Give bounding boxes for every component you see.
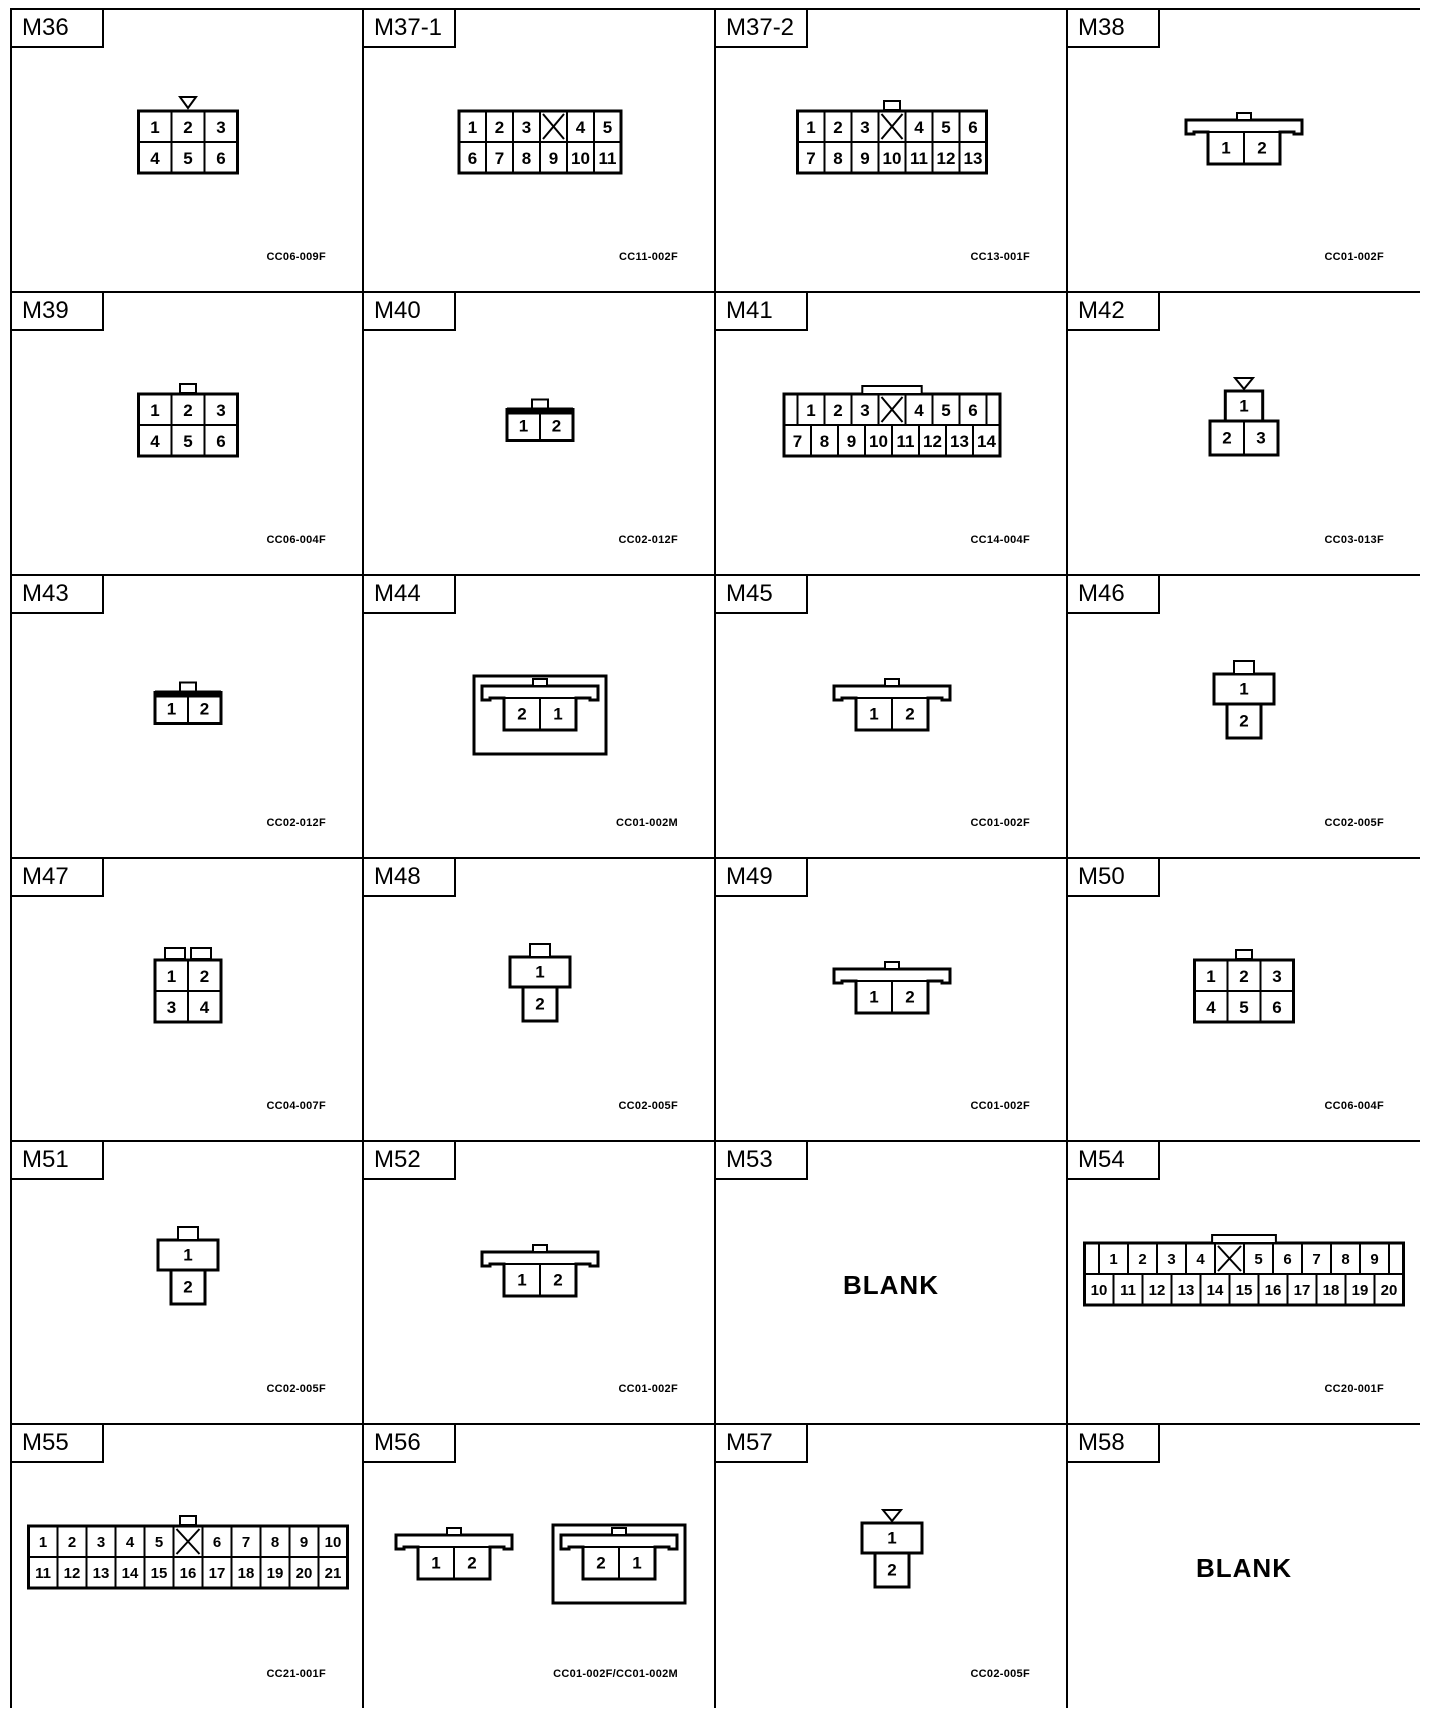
- pin-number: 14: [121, 1565, 139, 1582]
- pin-number: 1: [38, 1534, 48, 1551]
- connector-id-label: M40: [364, 293, 456, 331]
- lock-tab: [447, 1528, 461, 1535]
- connector-id-label: M42: [1068, 293, 1160, 331]
- blank-label: BLANK: [1196, 1553, 1292, 1583]
- connector-cell: [12, 1425, 364, 1708]
- pin-number: 9: [846, 432, 857, 451]
- pin-number: 14: [1206, 1282, 1224, 1299]
- pin-number: 9: [860, 149, 870, 168]
- connector-cell: [12, 1142, 364, 1425]
- pin-number: 5: [183, 432, 193, 451]
- pin-number: 2: [183, 1277, 193, 1297]
- pin-number: 12: [923, 432, 942, 451]
- pin-number: 10: [869, 432, 888, 451]
- lock-tab: [530, 944, 550, 957]
- lock-tab: [532, 400, 548, 409]
- pin-number: 1: [632, 1553, 642, 1573]
- lock-tab: [533, 679, 547, 686]
- pin-number: 17: [1293, 1282, 1311, 1299]
- pin-number: 2: [551, 416, 562, 436]
- blank-label: BLANK: [843, 1270, 939, 1300]
- lock-tab: [1236, 950, 1252, 959]
- connector-id-label: M51: [12, 1142, 104, 1180]
- pin-number: 2: [183, 118, 193, 137]
- pin-number: 2: [1222, 428, 1232, 448]
- pin-number: 2: [833, 401, 843, 420]
- pin-number: 2: [67, 1534, 77, 1551]
- connector-cell: [716, 1425, 1068, 1708]
- connector-cell: [364, 1425, 716, 1708]
- connector-id-label: M37-2: [716, 10, 808, 48]
- connector-cell: [364, 859, 716, 1142]
- pin-number: 10: [882, 149, 902, 168]
- pin-number: 1: [518, 416, 529, 436]
- pin-number: 4: [150, 432, 160, 451]
- pin-number: 2: [467, 1553, 477, 1573]
- pin-number: 2: [1138, 1251, 1147, 1268]
- pin-number: 3: [96, 1534, 106, 1551]
- key-triangle-icon: [883, 1510, 901, 1521]
- pin-number: 21: [324, 1565, 342, 1582]
- connector-cell: [12, 10, 364, 293]
- connector-part-code: CC03-013F: [1324, 534, 1384, 546]
- connector-cell: [1068, 576, 1420, 859]
- connector-part-code: CC01-002F: [1324, 251, 1384, 263]
- lock-tab: [1234, 661, 1254, 674]
- pin-number: 13: [92, 1565, 110, 1582]
- connector-part-code: CC11-002F: [619, 251, 678, 263]
- pin-number: 3: [1167, 1251, 1176, 1268]
- pin-number: 5: [1254, 1251, 1263, 1268]
- pin-number: 3: [216, 401, 226, 420]
- pin-number: 19: [1351, 1282, 1369, 1299]
- lock-tab: [885, 962, 899, 969]
- pin-number: 5: [941, 118, 951, 137]
- connector-part-code: CC01-002F: [618, 1383, 678, 1395]
- lock-tab: [165, 948, 185, 959]
- lock-tab: [178, 1227, 198, 1240]
- connector-part-code: CC01-002F: [970, 1100, 1030, 1112]
- connector-id-label: M48: [364, 859, 456, 897]
- pin-number: 4: [914, 118, 924, 137]
- pin-number: 2: [905, 987, 915, 1007]
- pin-number: 13: [963, 149, 983, 168]
- pin-number: 18: [237, 1565, 255, 1582]
- pin-number: 2: [494, 118, 505, 137]
- connector-part-code: CC20-001F: [1324, 1383, 1384, 1395]
- connector-part-code: CC02-005F: [1324, 817, 1384, 829]
- pin-number: 5: [941, 401, 951, 420]
- lock-tab: [180, 1516, 196, 1525]
- pin-number: 8: [819, 432, 830, 451]
- connector-part-code: CC06-004F: [1324, 1100, 1384, 1112]
- connector-id-label: M53: [716, 1142, 808, 1180]
- pin-number: 3: [860, 401, 870, 420]
- pin-number: 1: [1239, 679, 1249, 699]
- pin-number: 13: [950, 432, 969, 451]
- pin-number: 2: [596, 1553, 606, 1573]
- connector-id-label: M43: [12, 576, 104, 614]
- pin-number: 11: [598, 149, 617, 168]
- lock-tab: [1237, 113, 1251, 120]
- pin-number: 2: [535, 994, 545, 1014]
- pin-number: 9: [299, 1534, 309, 1551]
- connector-cell: [12, 859, 364, 1142]
- pin-number: 10: [324, 1534, 342, 1551]
- connector-cell: [364, 293, 716, 576]
- pin-number: 9: [1370, 1251, 1379, 1268]
- connector-part-code: CC14-004F: [970, 534, 1030, 546]
- pin-number: 4: [914, 401, 924, 420]
- connector-part-code: CC02-012F: [266, 817, 326, 829]
- pin-number: 18: [1322, 1282, 1340, 1299]
- pin-number: 5: [183, 149, 193, 168]
- pin-number: 2: [199, 699, 210, 719]
- pin-number: 4: [199, 998, 210, 1017]
- connector-id-label: M54: [1068, 1142, 1160, 1180]
- connector-id-label: M49: [716, 859, 808, 897]
- pin-number: 1: [869, 987, 879, 1007]
- lock-tab: [533, 1245, 547, 1252]
- connector-face-drawing: [12, 1425, 364, 1708]
- connector-id-label: M45: [716, 576, 808, 614]
- pin-number: 2: [905, 704, 915, 724]
- pin-number: 14: [977, 432, 996, 451]
- connector-part-code: CC06-004F: [266, 534, 326, 546]
- pin-number: 8: [833, 149, 843, 168]
- lock-tab: [884, 101, 900, 110]
- lock-tab: [180, 384, 196, 393]
- connector-cell: [1068, 1142, 1420, 1425]
- lock-tab: [180, 683, 196, 692]
- pin-number: 9: [548, 149, 559, 168]
- pin-number: 16: [1264, 1282, 1282, 1299]
- connector-cell: [12, 576, 364, 859]
- key-triangle-icon: [1235, 378, 1253, 389]
- connector-id-label: M47: [12, 859, 104, 897]
- pin-number: 2: [887, 1560, 897, 1580]
- pin-number: 12: [63, 1565, 81, 1582]
- connector-id-label: M38: [1068, 10, 1160, 48]
- pin-number: 6: [216, 149, 226, 168]
- pin-number: 1: [517, 1270, 527, 1290]
- pin-number: 2: [199, 967, 210, 986]
- pin-number: 7: [806, 149, 816, 168]
- connector-id-label: M41: [716, 293, 808, 331]
- pin-number: 4: [150, 149, 160, 168]
- pin-number: 6: [1283, 1251, 1292, 1268]
- pin-number: 7: [494, 149, 505, 168]
- pin-number: 1: [467, 118, 478, 137]
- connector-cell: [716, 10, 1068, 293]
- connector-part-code: CC21-001F: [266, 1668, 326, 1680]
- connector-part-code: CC02-005F: [266, 1383, 326, 1395]
- pin-number: 11: [1120, 1282, 1136, 1299]
- connector-cell: [1068, 1425, 1420, 1708]
- connector-face-drawing: [716, 1425, 1068, 1708]
- connector-cell: [716, 293, 1068, 576]
- pin-number: 1: [150, 401, 160, 420]
- pin-number: 3: [860, 118, 870, 137]
- pin-number: 15: [150, 1565, 168, 1582]
- pin-number: 17: [208, 1565, 226, 1582]
- pin-number: 6: [968, 118, 978, 137]
- pin-number: 15: [1235, 1282, 1253, 1299]
- lock-tab: [1212, 1235, 1276, 1243]
- pin-number: 11: [896, 432, 915, 451]
- pin-number: 7: [241, 1534, 251, 1551]
- pin-number: 2: [833, 118, 843, 137]
- connector-id-label: M57: [716, 1425, 808, 1463]
- pin-number: 6: [216, 432, 226, 451]
- pin-number: 7: [792, 432, 803, 451]
- pin-number: 1: [535, 962, 545, 982]
- connector-part-code: CC06-009F: [266, 251, 326, 263]
- pin-number: 13: [1177, 1282, 1195, 1299]
- connector-cell: [12, 293, 364, 576]
- connector-part-code: CC02-005F: [618, 1100, 678, 1112]
- connector-cell: [364, 576, 716, 859]
- pin-number: 6: [212, 1534, 222, 1551]
- pin-number: 6: [467, 149, 478, 168]
- pin-number: 4: [1196, 1251, 1205, 1268]
- pin-number: 2: [553, 1270, 563, 1290]
- pin-number: 2: [517, 704, 527, 724]
- connector-cell: [1068, 10, 1420, 293]
- pin-number: 1: [553, 704, 563, 724]
- lock-tab: [191, 948, 211, 959]
- connector-id-label: M37-1: [364, 10, 456, 48]
- connector-part-code: CC01-002M: [615, 817, 678, 829]
- pin-number: 20: [295, 1565, 313, 1582]
- connector-part-code: CC13-001F: [970, 251, 1030, 263]
- pin-number: 11: [35, 1565, 51, 1582]
- pin-number: 1: [1239, 396, 1249, 416]
- pin-number: 2: [1257, 138, 1267, 158]
- pin-number: 2: [1239, 967, 1249, 986]
- pin-number: 1: [806, 118, 816, 137]
- pin-number: 1: [183, 1245, 193, 1265]
- pin-number: 3: [1256, 428, 1266, 448]
- pin-number: 4: [1206, 998, 1216, 1017]
- pin-number: 10: [1090, 1282, 1108, 1299]
- pin-number: 2: [1239, 711, 1249, 731]
- pin-number: 4: [125, 1534, 135, 1551]
- pin-number: 5: [1239, 998, 1249, 1017]
- pin-number: 6: [968, 401, 978, 420]
- pin-number: 12: [936, 149, 956, 168]
- connector-id-label: M46: [1068, 576, 1160, 614]
- connector-face-drawing: [364, 1425, 716, 1708]
- pin-number: 1: [806, 401, 816, 420]
- pin-number: 1: [1206, 967, 1216, 986]
- connector-part-code: CC04-007F: [266, 1100, 326, 1112]
- key-triangle-icon: [180, 97, 196, 108]
- connector-cell: [716, 1142, 1068, 1425]
- pin-number: 12: [1148, 1282, 1166, 1299]
- pin-number: 8: [521, 149, 532, 168]
- pin-number: 1: [431, 1553, 441, 1573]
- pin-number: 11: [910, 149, 928, 168]
- pin-number: 1: [1221, 138, 1231, 158]
- connector-id-label: M58: [1068, 1425, 1160, 1463]
- pin-number: 1: [887, 1528, 897, 1548]
- pin-number: 2: [183, 401, 193, 420]
- connector-id-label: M50: [1068, 859, 1160, 897]
- connector-diagram-sheet: [10, 8, 1420, 1708]
- connector-part-code: CC01-002F/CC01-002M: [553, 1668, 678, 1680]
- connector-id-label: M55: [12, 1425, 104, 1463]
- pin-number: 16: [179, 1565, 197, 1582]
- lock-tab: [862, 386, 921, 394]
- pin-number: 5: [154, 1534, 164, 1551]
- connector-part-code: CC02-012F: [618, 534, 678, 546]
- pin-number: 10: [571, 149, 590, 168]
- pin-number: 3: [216, 118, 226, 137]
- connector-id-label: M56: [364, 1425, 456, 1463]
- pin-number: 1: [166, 699, 177, 719]
- connector-part-code: CC02-005F: [970, 1668, 1030, 1680]
- pin-number: 8: [1341, 1251, 1350, 1268]
- pin-number: 1: [166, 967, 177, 986]
- connector-cell: [364, 1142, 716, 1425]
- pin-number: 3: [166, 998, 177, 1017]
- lock-tab: [885, 679, 899, 686]
- pin-number: 4: [575, 118, 586, 137]
- connector-cell: [364, 10, 716, 293]
- connector-id-label: M39: [12, 293, 104, 331]
- connector-id-label: M36: [12, 10, 104, 48]
- pin-number: 6: [1272, 998, 1282, 1017]
- lock-tab: [612, 1528, 626, 1535]
- connector-cell: [1068, 293, 1420, 576]
- connector-cell: [716, 859, 1068, 1142]
- pin-number: 1: [1109, 1251, 1118, 1268]
- connector-id-label: M44: [364, 576, 456, 614]
- connector-cell: [1068, 859, 1420, 1142]
- pin-number: 5: [602, 118, 613, 137]
- connector-id-label: M52: [364, 1142, 456, 1180]
- pin-number: 19: [266, 1565, 284, 1582]
- pin-number: 7: [1312, 1251, 1321, 1268]
- connector-cell: [716, 576, 1068, 859]
- pin-number: 3: [521, 118, 532, 137]
- pin-number: 1: [150, 118, 160, 137]
- pin-number: 8: [270, 1534, 280, 1551]
- pin-number: 3: [1272, 967, 1282, 986]
- pin-number: 1: [869, 704, 879, 724]
- pin-number: 20: [1380, 1282, 1398, 1299]
- connector-part-code: CC01-002F: [970, 817, 1030, 829]
